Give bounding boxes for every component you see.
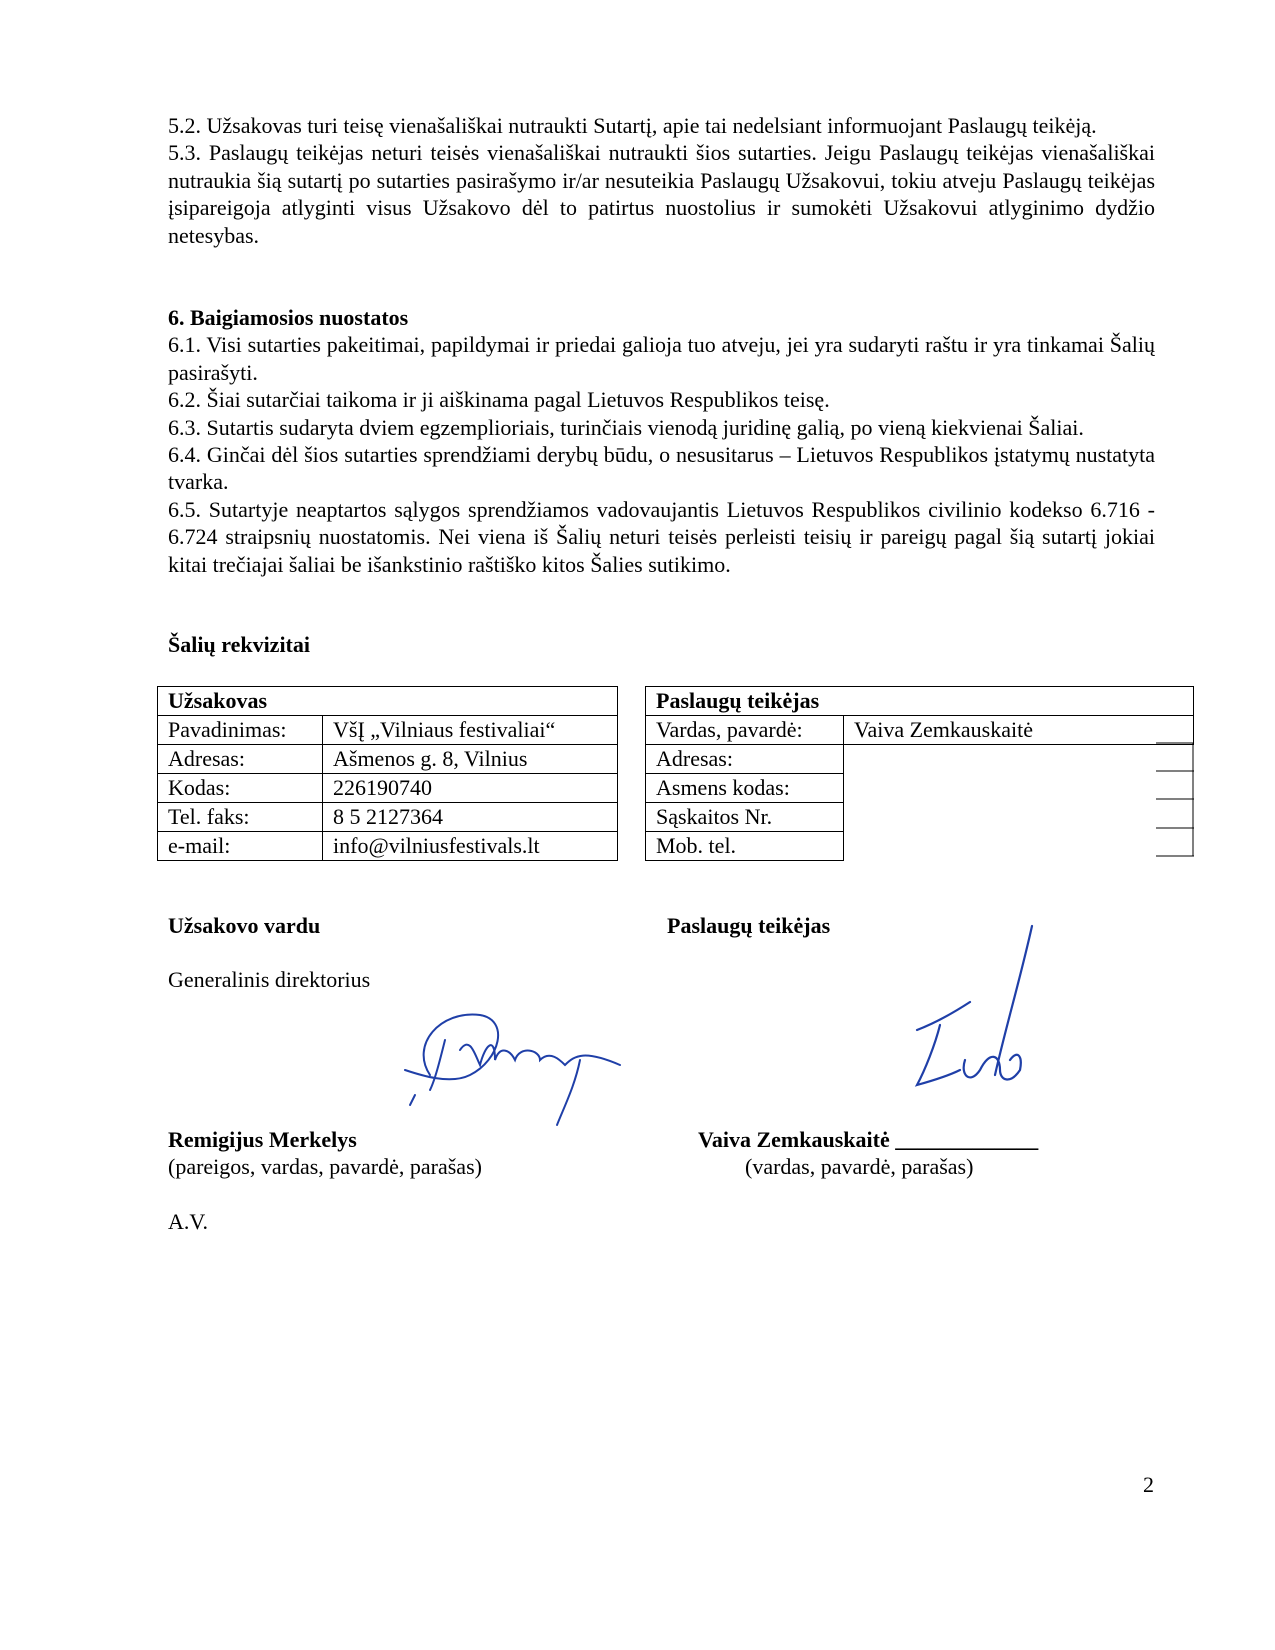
section-6 — [168, 304, 1155, 578]
row-label: Sąskaitos Nr. — [646, 803, 844, 832]
row-value — [844, 745, 1194, 774]
clause-6-5: 6.5. Sutartyje neaptartos sąlygos sprendžiamos vadovaujantis Lietuvos Respublikos civilinio kodekso 6.716 - 6.724 straipsnių nuostatomis. Nei viena iš Šalių neturi teisės perleisti teisių ir pareigų pagal šią sutartį jokiai kitai trečiajai šaliai be išankstinio raštiško kitos Šalies sutikimo. — [168, 496, 1155, 577]
clause-5-3: 5.3. Paslaugų teikėjas neturi teisės vienašališkai nutraukti šios sutarties. Jeigu Paslaugų teikėjas vienašališkai nutraukia šią sutartį po sutarties pasirašymo ir/ar nesuteikia Paslaugų Užsakovui, tokiu atveju Paslaugų teikėjas įsipareigoja atlyginti visus Užsakovo dėl to patirtus nuostolius ir sumokėti Užsakovui atlyginimo dydžio netesybas. — [168, 140, 1155, 248]
table-row — [158, 803, 618, 832]
client-sign-heading: Užsakovo vardu — [168, 913, 321, 938]
row-value — [844, 832, 1194, 861]
client-signature — [400, 1005, 630, 1130]
row-value — [844, 774, 1194, 803]
row-label: Pavadinimas: — [158, 716, 323, 745]
provider-name: Vaiva Zemkauskaitė — [698, 1127, 890, 1152]
row-label: Adresas: — [158, 745, 323, 774]
row-value: 226190740 — [323, 774, 618, 803]
clause-6-2: 6.2. Šiai sutarčiai taikoma ir ji aiškinama pagal Lietuvos Respublikos teisę. — [168, 387, 830, 413]
table-row — [158, 716, 618, 745]
provider-sign-heading: Paslaugų teikėjas — [667, 913, 831, 938]
provider-name-line — [698, 1126, 1038, 1153]
client-table — [157, 686, 618, 861]
client-caption: (pareigos, vardas, pavardė, parašas) — [168, 1154, 482, 1179]
row-value: info@vilniusfestivals.lt — [323, 832, 618, 861]
section-6-heading: 6. Baigiamosios nuostatos — [168, 305, 409, 330]
signature-line: _____________ — [895, 1127, 1039, 1152]
row-label: Adresas: — [646, 745, 844, 774]
page-number: 2 — [1143, 1472, 1154, 1497]
row-label: e-mail: — [158, 832, 323, 861]
table-edge-lines — [1150, 740, 1195, 860]
clause-6-1: 6.1. Visi sutarties pakeitimai, papildymai ir priedai galioja tuo atveju, jei yra sudaryti raštu ir yra tinkamai Šalių pasirašyti. — [168, 332, 1155, 385]
table-row — [646, 832, 1194, 861]
row-label: Asmens kodas: — [646, 774, 844, 803]
row-label: Vardas, pavardė: — [646, 716, 844, 745]
client-position: Generalinis direktorius — [168, 967, 371, 992]
row-value: Vaiva Zemkauskaitė — [844, 716, 1194, 745]
clause-5-2: 5.2. Užsakovas turi teisę vienašališkai nutraukti Sutartį, apie tai nedelsiant informuojant Paslaugų teikėją. — [168, 113, 1097, 138]
provider-table — [645, 686, 1194, 861]
table-row — [158, 774, 618, 803]
clause-6-3: 6.3. Sutartis sudaryta dviem egzemplioriais, turinčiais vienodą juridinę galią, po vieną kiekvienai Šaliai. — [168, 414, 1084, 440]
table-row — [158, 745, 618, 774]
table-row — [646, 774, 1194, 803]
row-value: 8 5 2127364 — [323, 803, 618, 832]
section-5 — [168, 112, 1155, 249]
requisites-heading: Šalių rekvizitai — [168, 632, 310, 657]
row-value — [844, 803, 1194, 832]
stamp-place: A.V. — [168, 1209, 208, 1234]
row-label: Mob. tel. — [646, 832, 844, 861]
row-label: Tel. faks: — [158, 803, 323, 832]
provider-signature — [905, 920, 1040, 1095]
provider-caption: (vardas, pavardė, parašas) — [745, 1154, 974, 1179]
table-row — [646, 716, 1194, 745]
client-title: Užsakovas — [158, 687, 618, 716]
clause-6-4: 6.4. Ginčai dėl šios sutarties sprendžiami derybų būdu, o nesusitarus – Lietuvos Respublikos įstatymų nustatyta tvarka. — [168, 442, 1155, 495]
table-row — [646, 745, 1194, 774]
table-row — [646, 803, 1194, 832]
table-row — [158, 832, 618, 861]
row-value: VšĮ „Vilniaus festivaliai“ — [323, 716, 618, 745]
client-name: Remigijus Merkelys — [168, 1127, 357, 1152]
provider-title: Paslaugų teikėjas — [646, 687, 1194, 716]
row-value: Ašmenos g. 8, Vilnius — [323, 745, 618, 774]
row-label: Kodas: — [158, 774, 323, 803]
